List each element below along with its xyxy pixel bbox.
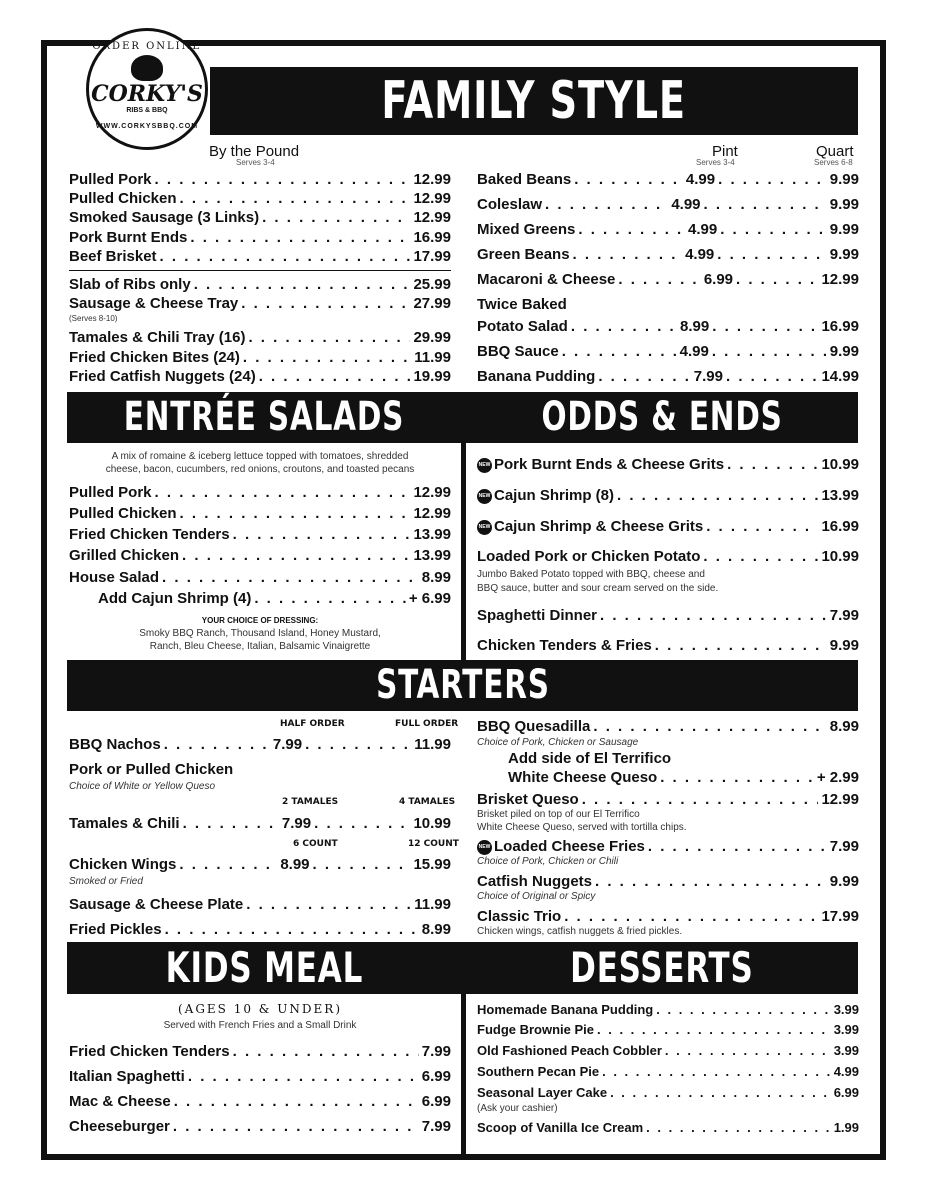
odds-ends-banner <box>466 392 858 443</box>
menu-item: BBQ Nachos . . . 7.99 . . . 11.99 <box>69 736 451 753</box>
logo-sub: RIBS & BBQ <box>126 107 168 114</box>
item-note: Choice of Pork, Chicken or Chili <box>477 856 619 867</box>
menu-item: Banana Pudding . . . 7.99 . . . 14.99 <box>477 368 859 385</box>
menu-item: Classic Trio . . . 17.99 <box>477 908 859 925</box>
menu-item: Green Beans . . . 4.99 . . . 9.99 <box>477 246 859 263</box>
half-order-label: HALF ORDER <box>280 719 345 729</box>
potato-note: BBQ sauce, butter and sour cream served on the side. <box>477 583 719 594</box>
salad-description: cheese, bacon, cucumbers, red onions, croutons, and toasted pecans <box>105 464 415 475</box>
cake-note: (Ask your cashier) <box>477 1103 558 1114</box>
starters-title: STARTERS <box>375 662 550 708</box>
logo-url: WWW.CORKYSBBQ.COM <box>95 123 199 130</box>
menu-item: Seasonal Layer Cake . . . 6.99 <box>477 1085 859 1100</box>
menu-addon: White Cheese Queso . . . + 2.99 <box>508 769 859 786</box>
new-badge-icon: NEW <box>477 840 492 855</box>
menu-item: Coleslaw . . . 4.99 . . . 9.99 <box>477 196 859 213</box>
dressing-list: Smoky BBQ Ranch, Thousand Island, Honey Mustard, <box>139 628 381 639</box>
menu-item: Mixed Greens . . . 4.99 . . . 9.99 <box>477 221 859 238</box>
menu-item: Potato Salad . . . 8.99 . . . 16.99 <box>477 318 859 335</box>
two-tamales-label: 2 TAMALES <box>282 797 339 807</box>
kids-meal-title: KIDS MEAL <box>165 943 363 992</box>
desserts-title: DESSERTS <box>570 943 754 992</box>
menu-item: Tamales & Chili Tray (16) . . . 29.99 <box>69 329 451 346</box>
menu-item: Spaghetti Dinner . . . 7.99 <box>477 607 859 624</box>
menu-item: Fried Pickles . . . 8.99 <box>69 921 451 938</box>
full-order-label: FULL ORDER <box>395 719 459 729</box>
item-note: White Cheese Queso, served with tortilla chips. <box>477 822 687 833</box>
item-note: Brisket piled on top of our El Terrifico <box>477 809 640 820</box>
quart-note: Serves 6-8 <box>814 158 853 167</box>
menu-item: Sausage & Cheese Tray . . . 27.99 <box>69 295 451 312</box>
menu-item: NEW Pork Burnt Ends & Cheese Grits . . . 10.99 <box>477 456 859 473</box>
menu-item: BBQ Quesadilla . . . 8.99 <box>477 718 859 735</box>
pig-icon <box>131 55 163 81</box>
new-badge-icon: NEW <box>477 458 492 473</box>
column-divider <box>461 942 466 1154</box>
menu-item: Pulled Pork . . . 12.99 <box>69 484 451 501</box>
item-note: Choice of Original or Spicy <box>477 891 596 902</box>
menu-item: Brisket Queso . . . 12.99 <box>477 791 859 808</box>
menu-item: House Salad . . . 8.99 <box>69 569 451 586</box>
menu-item: NEW Cajun Shrimp & Cheese Grits . . . 16.99 <box>477 518 859 535</box>
family-style-banner <box>210 67 858 135</box>
menu-item: Old Fashioned Peach Cobbler . . . 3.99 <box>477 1043 859 1058</box>
starters-banner <box>67 660 858 711</box>
menu-item: Italian Spaghetti . . . 6.99 <box>69 1068 451 1085</box>
twelve-count-label: 12 COUNT <box>408 839 459 849</box>
salad-description: A mix of romaine & iceberg lettuce topped with tomatoes, shredded <box>111 451 409 462</box>
menu-item: Fried Chicken Tenders . . . 13.99 <box>69 526 451 543</box>
column-divider <box>461 392 466 660</box>
menu-item: Fudge Brownie Pie . . . 3.99 <box>477 1022 859 1037</box>
menu-item: Fried Catfish Nuggets (24) . . . 19.99 <box>69 368 451 385</box>
by-pound-note: Serves 3-4 <box>236 158 275 167</box>
menu-addon: Add side of El Terrifico <box>508 750 672 767</box>
menu-item: Pork or Pulled Chicken <box>69 761 234 778</box>
menu-item: Pulled Chicken . . . 12.99 <box>69 505 451 522</box>
menu-item: Sausage & Cheese Plate . . . 11.99 <box>69 896 451 913</box>
kids-ages: (AGES 10 & UNDER) <box>177 1002 343 1016</box>
menu-item: Chicken Wings . . . 8.99 . . . 15.99 <box>69 856 451 873</box>
menu-item: Mac & Cheese . . . 6.99 <box>69 1093 451 1110</box>
pint-note: Serves 3-4 <box>696 158 735 167</box>
pint-heading: Pint <box>712 143 738 160</box>
menu-item: NEW Loaded Cheese Fries . . . 7.99 <box>477 838 859 855</box>
divider <box>69 270 451 271</box>
item-note: Choice of Pork, Chicken or Sausage <box>477 737 639 748</box>
menu-item: Grilled Chicken . . . 13.99 <box>69 547 451 564</box>
logo-top-text: ORDER ONLINE <box>92 41 202 52</box>
kids-served-note: Served with French Fries and a Small Drink <box>163 1020 357 1031</box>
item-note: Choice of White or Yellow Queso <box>69 781 216 792</box>
menu-item: Chicken Tenders & Fries . . . 9.99 <box>477 637 859 654</box>
entree-salads-title: ENTRÉE SALADS <box>123 394 405 440</box>
menu-item: Catfish Nuggets . . . 9.99 <box>477 873 859 890</box>
menu-item: Homemade Banana Pudding . . . 3.99 <box>477 1002 859 1017</box>
menu-item: Macaroni & Cheese . . . 6.99 . . . 12.99 <box>477 271 859 288</box>
menu-item: Pork Burnt Ends . . . 16.99 <box>69 229 451 246</box>
corkys-logo[interactable] <box>86 28 208 150</box>
serves-note: (Serves 8-10) <box>69 314 118 323</box>
menu-item: Scoop of Vanilla Ice Cream . . . 1.99 <box>477 1120 859 1135</box>
kids-meal-banner <box>67 942 461 994</box>
menu-item: Southern Pecan Pie . . . 4.99 <box>477 1064 859 1079</box>
menu-item: Smoked Sausage (3 Links) . . . 12.99 <box>69 209 451 226</box>
new-badge-icon: NEW <box>477 489 492 504</box>
desserts-banner <box>466 942 858 994</box>
item-note: Chicken wings, catfish nuggets & fried pickles. <box>477 926 683 937</box>
menu-item: Tamales & Chili . . . 7.99 . . . 10.99 <box>69 815 451 832</box>
item-note: Smoked or Fried <box>69 876 143 887</box>
menu-item-prefix: Twice Baked <box>477 296 567 313</box>
family-style-title: FAMILY STYLE <box>381 71 687 131</box>
menu-item: Beef Brisket . . . 17.99 <box>69 248 451 265</box>
menu-item: Pulled Pork . . . 12.99 <box>69 171 451 188</box>
menu-addon: Add Cajun Shrimp (4) . . . + 6.99 <box>98 590 451 607</box>
new-badge-icon: NEW <box>477 520 492 535</box>
menu-item: BBQ Sauce . . . 4.99 . . . 9.99 <box>477 343 859 360</box>
menu-item: Baked Beans . . . 4.99 . . . 9.99 <box>477 171 859 188</box>
by-pound-heading: By the Pound <box>209 143 300 160</box>
dressing-list: Ranch, Bleu Cheese, Italian, Balsamic Vinaigrette <box>149 641 371 652</box>
menu-item: NEW Cajun Shrimp (8) . . . 13.99 <box>477 487 859 504</box>
menu-item: Pulled Chicken . . . 12.99 <box>69 190 451 207</box>
odds-ends-title: ODDS & ENDS <box>541 394 783 440</box>
entree-salads-banner <box>67 392 461 443</box>
quart-heading: Quart <box>816 143 854 160</box>
menu-item: Loaded Pork or Chicken Potato . . . 10.99 <box>477 548 859 565</box>
menu-item: Fried Chicken Bites (24) . . . 11.99 <box>69 349 451 366</box>
four-tamales-label: 4 TAMALES <box>399 797 456 807</box>
potato-note: Jumbo Baked Potato topped with BBQ, cheese and <box>477 569 705 580</box>
menu-item: Fried Chicken Tenders . . . 7.99 <box>69 1043 451 1060</box>
logo-brand: CORKY'S <box>91 81 203 107</box>
dressing-heading: YOUR CHOICE OF DRESSING: <box>201 616 319 625</box>
six-count-label: 6 COUNT <box>293 839 338 849</box>
menu-item: Slab of Ribs only . . . 25.99 <box>69 276 451 293</box>
menu-item: Cheeseburger . . . 7.99 <box>69 1118 451 1135</box>
